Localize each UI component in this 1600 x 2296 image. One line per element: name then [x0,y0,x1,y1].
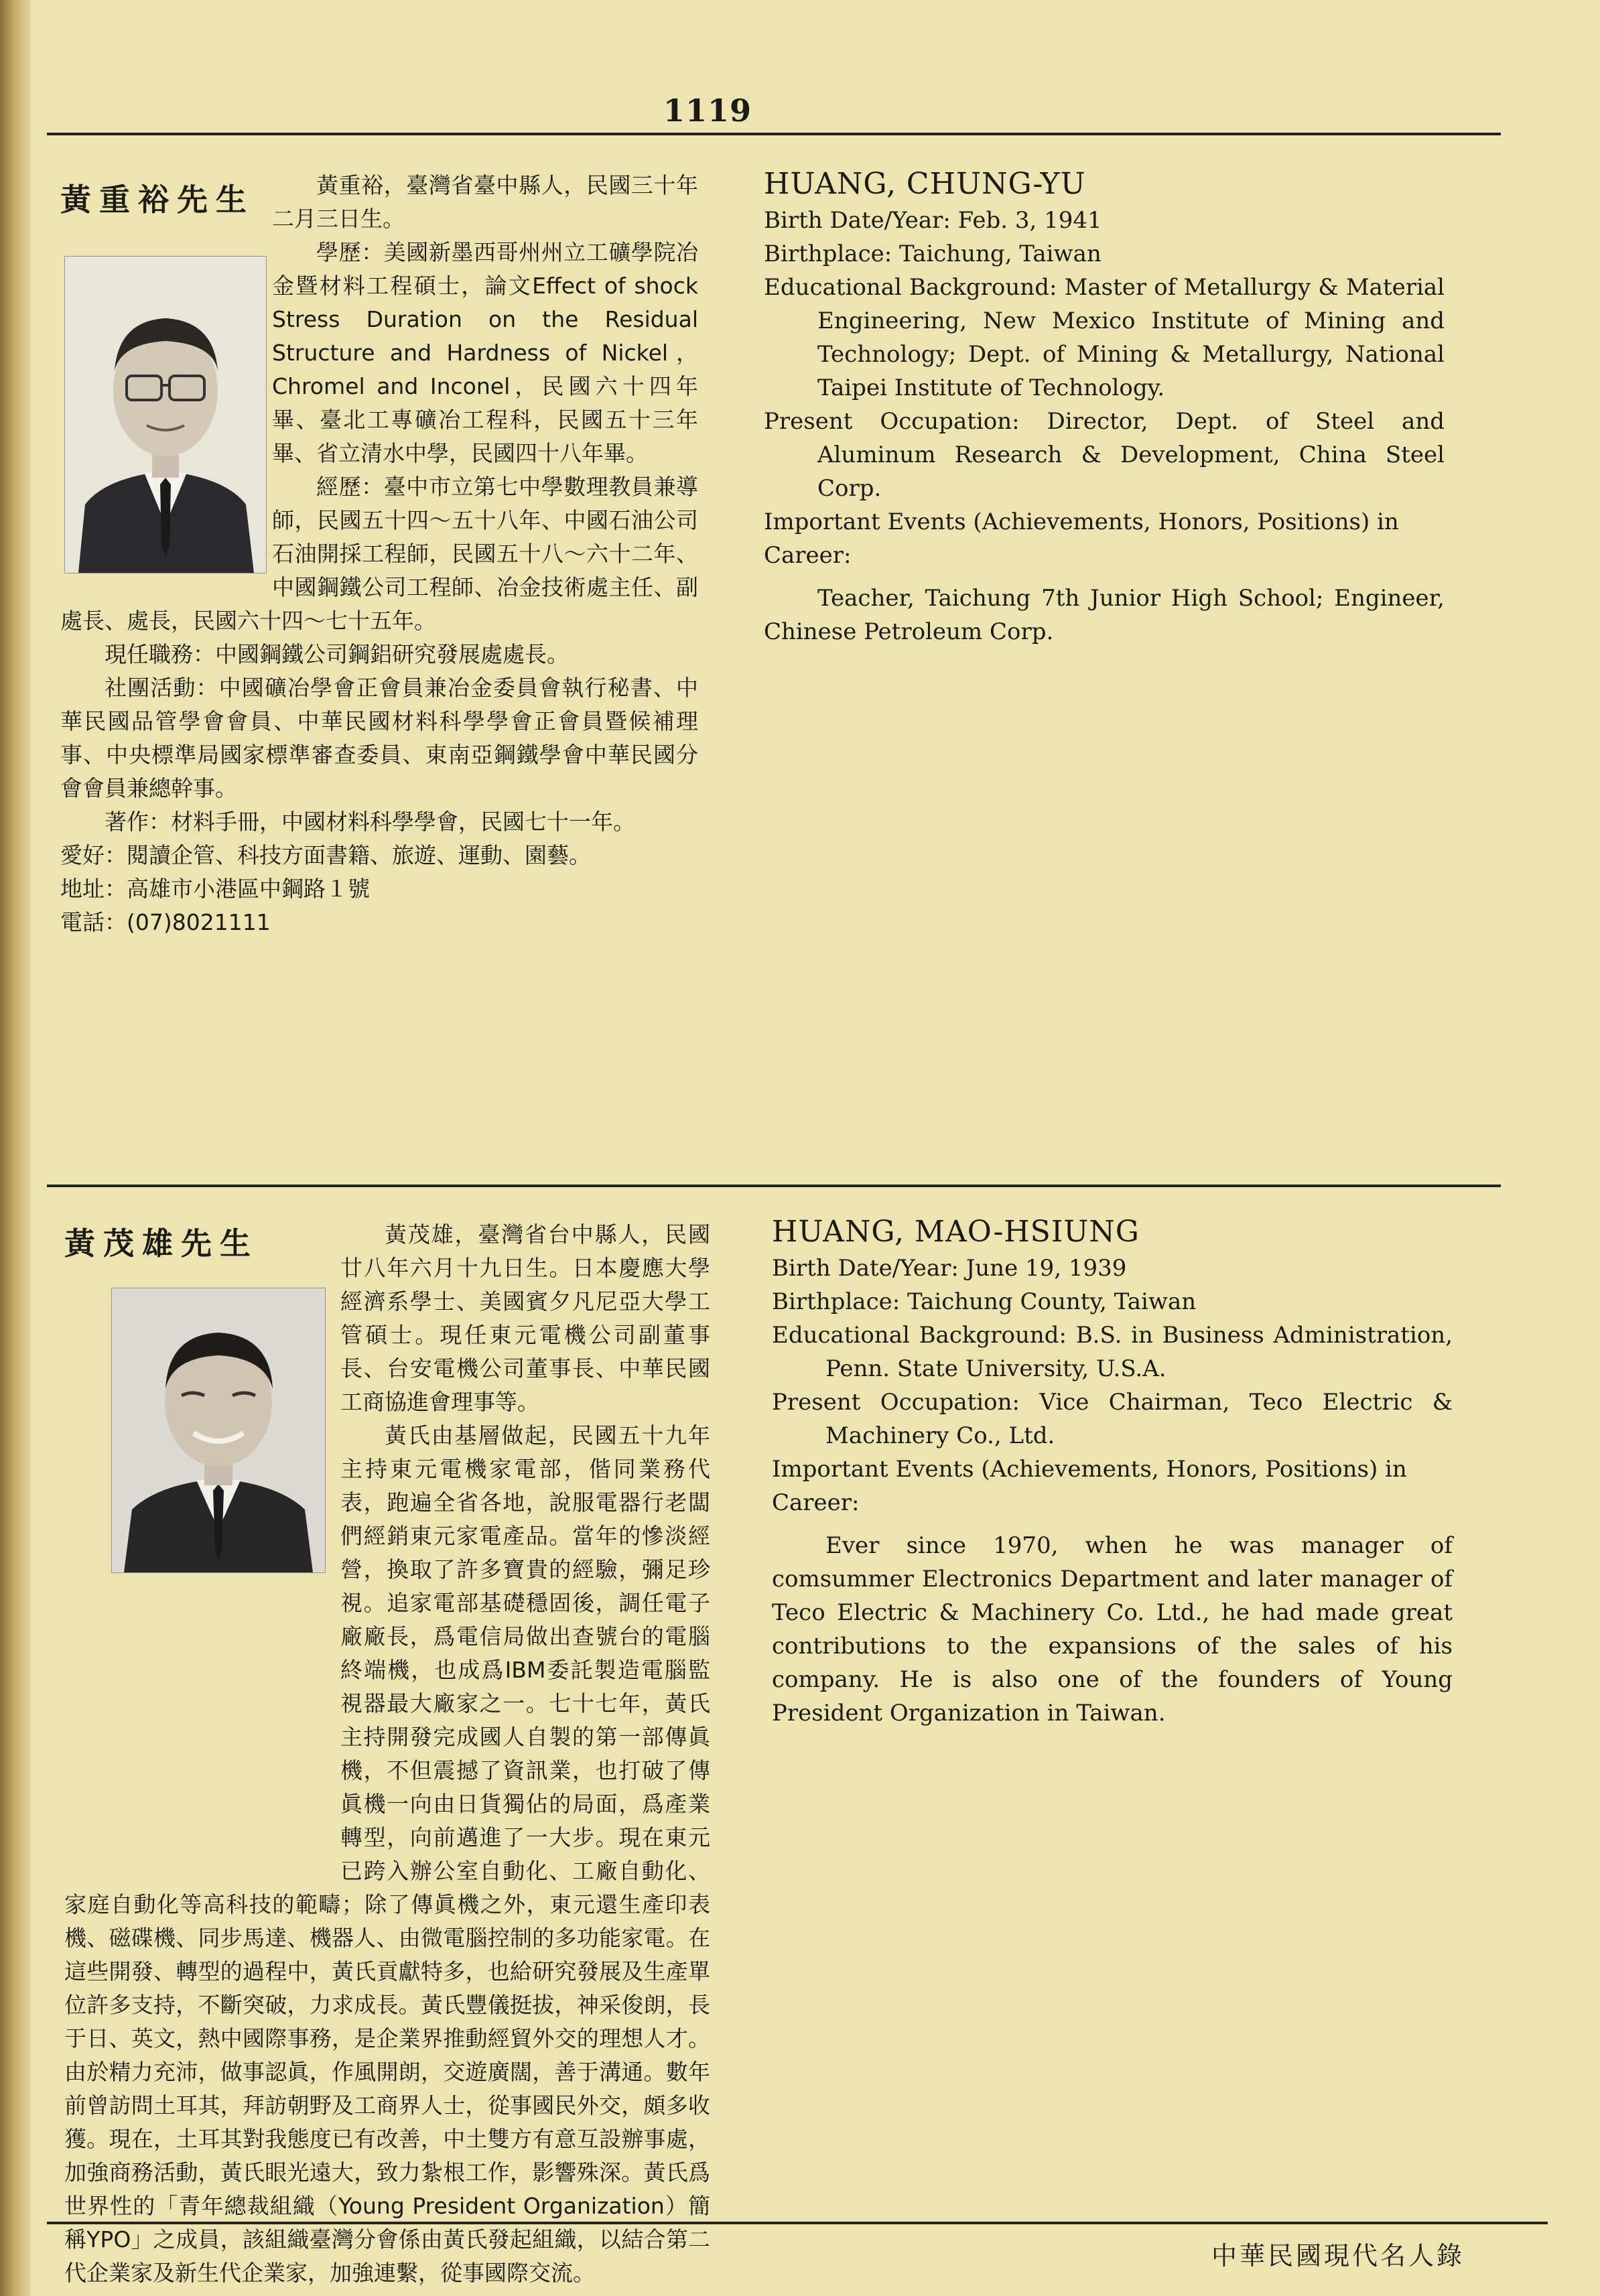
entry-1-birthplace: Birthplace: Taichung, Taiwan [764,241,1102,267]
entry-2-english-name: HUANG, MAO-HSIUNG [772,1215,1140,1249]
entry-2-photo-space [64,1218,340,1888]
entry-2-zh-intro: 黃茂雄，臺灣省台中縣人，民國廿八年六月十九日生。日本慶應大學經濟系學士、美國賓夕凡尼亞大學工管碩士。現任東元電機公司副董事長、台安電機公司董事長、中華民國工商協進會理事等。 [340,1221,710,1415]
entry-1-english-name: HUANG, CHUNG-YU [764,167,1086,201]
entry-2-birthplace: Birthplace: Taichung County, Taiwan [772,1288,1197,1315]
entry-1-chinese-name: 黃重裕先生 [60,182,255,218]
entry-1-photo-space [60,169,272,578]
book-title-footer: 中華民國現代名人錄 [1211,2241,1465,2271]
entry-1-zh-associations: 社團活動：中國礦冶學會正會員兼冶金委員會執行秘書、中華民國品管學會會員、中華民國材料科學學會正會員暨候補理事、中央標準局國家標準審查委員、東南亞鋼鐵學會中華民國分會會員兼總幹事。 [60,675,698,801]
entry-1-zh-experience: 經歷：臺中市立第七中學數理教員兼導師，民國五十四～五十八年、中國石油公司石油開採工程師，民國五十八～六十二年、中國鋼鐵公司工程師、冶金技術處主任、副處長、處長，民國六十四～七十五年。 [60,474,698,634]
entry-1-events-heading: Important Events (Achievements, Honors, Positions) in Career: [764,509,1399,569]
top-rule [47,133,1501,135]
entry-2-chinese-name: 黃茂雄先生 [64,1225,259,1262]
entry-2-birth-date: Birth Date/Year: June 19, 1939 [772,1255,1127,1282]
entry-1-chinese-biography [60,169,698,939]
entry-2-english-biography [772,1214,1453,1730]
entry-1-education: Educational Background: Master of Metallurgy & Material Engineering, New Mexico Institute of Mining and Technology; Dept. of Mining & Metallurgy, National Taipei Institute of Technology. [764,274,1445,401]
entry-1-zh-intro: 黃重裕，臺灣省臺中縣人，民國三十年二月三日生。 [272,172,698,232]
entry-divider [47,1185,1501,1187]
entry-2-chinese-biography [64,1218,710,2290]
entry-1-zh-phone: 電話：(07)8021111 [60,909,271,935]
entry-2-occupation: Present Occupation: Vice Chairman, Teco Electric & Machinery Co., Ltd. [772,1389,1453,1449]
book-spine-shadow [0,0,31,2296]
page-number: 1119 [663,92,752,129]
entry-1-events-text: Teacher, Taichung 7th Junior High School; Engineer, Chinese Petroleum Corp. [764,585,1445,645]
entry-2-events-heading: Important Events (Achievements, Honors, Positions) in Career: [772,1456,1407,1516]
entry-2-zh-career: 黃氏由基層做起，民國五十九年主持東元電機家電部，偕同業務代表，跑遍全省各地，說服電器行老闆們經銷東元家電產品。當年的慘淡經營，換取了許多寶貴的經驗，彌足珍視。追家電部基礎穩固後，調任電子廠廠長，爲電信局做出查號台的電腦終端機，也成爲IBM委託製造電腦監視器最大廠家之一。七十七年，黃氏主持開發完成國人自製的第一部傳眞機，不但震撼了資訊業，也打破了傳眞機一向由日貨獨佔的局面，爲產業轉型，向前邁進了一大步。現在東元已跨入辦公室自動化、工廠自動化、家庭自動化等高科技的範疇；除了傳眞機之外，東元還生產印表機、磁碟機、同步馬達、機器人、由微電腦控制的多功能家電。在這些開發、轉型的過程中，黃氏貢獻特多，也給研究發展及生產單位許多支持，不斷突破，力求成長。黃氏豐儀挺拔，神采俊朗，長于日、英文，熱中國際事務，是企業界推動經貿外交的理想人才。由於精力充沛，做事認眞，作風開朗，交遊廣闊，善于溝通。數年前曾訪問土耳其，拜訪朝野及工商界人士，從事國民外交，頗多收獲。現在，土耳其對我態度已有改善，中土雙方有意互設辦事處，加強商務活動，黃氏眼光遠大，致力紮根工作，影響殊深。黃氏爲世界性的「青年總裁組織（Young President Organization）簡稱YPO」之成員，該組織臺灣分會係由黃氏發起組織，以結合第二代企業家及新生代企業家，加強連繫，從事國際交流。 [64,1422,710,2286]
entry-2-education: Educational Background: B.S. in Business Administration, Penn. State University, U.S.A. [772,1322,1453,1382]
entry-1-zh-publications: 著作：材料手冊，中國材料科學學會，民國七十一年。 [105,809,635,835]
entry-1-english-biography [764,166,1445,649]
entry-1-zh-hobbies: 愛好：閱讀企管、科技方面書籍、旅遊、運動、園藝。 [60,842,591,868]
entry-2-events-text: Ever since 1970, when he was manager of comsummer Electronics Department and later manager of Teco Electric & Machinery Co. Ltd., he had made great contributions to the expansions of the sales of his company. He is also one of the founders of Young President Organization in Taiwan. [772,1532,1453,1727]
entry-1-occupation: Present Occupation: Director, Dept. of Steel and Aluminum Research & Development, China Steel Corp. [764,408,1445,502]
entry-1-zh-education: 學歷：美國新墨西哥州州立工礦學院冶金暨材料工程碩士，論文Effect of shock Stress Duration on the Residual Structure and Hardness of Nickel，Chromel and Inconel，民國六十四年畢、臺北工專礦冶工程科，民國五十三年畢、省立清水中學，民國四十八年畢。 [272,239,698,466]
entry-1-zh-position: 現任職務：中國鋼鐵公司鋼鋁研究發展處處長。 [105,641,569,667]
entry-1-zh-address: 地址：高雄市小港區中鋼路１號 [60,876,370,902]
entry-1-birth-date: Birth Date/Year: Feb. 3, 1941 [764,207,1102,234]
